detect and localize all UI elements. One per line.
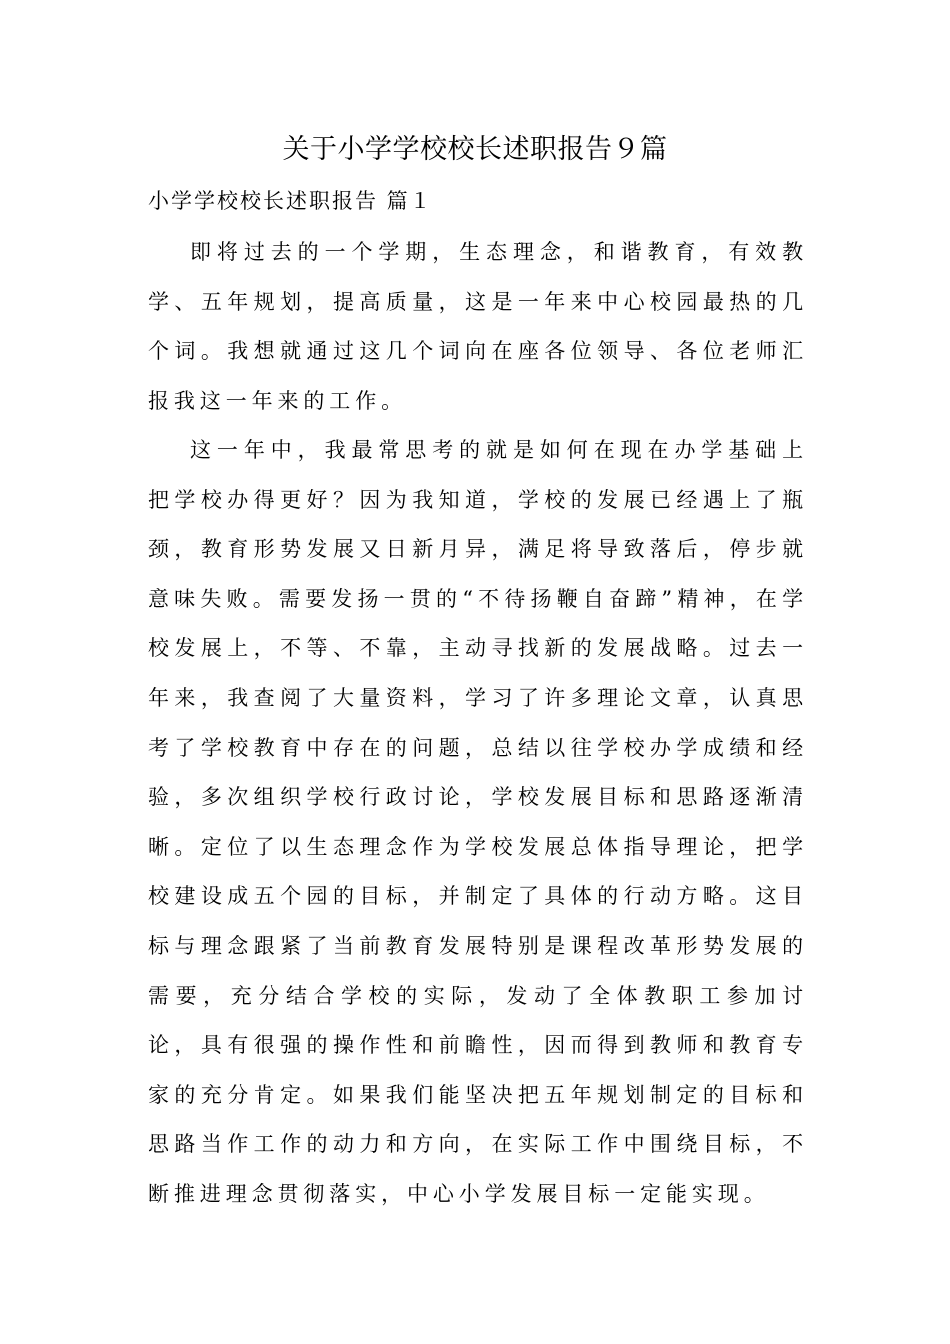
document-title: 关于小学学校校长述职报告９篇 bbox=[282, 134, 668, 165]
body-paragraph: 这一年中，我最常思考的就是如何在现在办学基础上把学校办得更好？因为我知道，学校的发展已经遇上了瓶颈，教育形势发展又日新月异，满足将导致落后，停步就意味失败。需要发扬一贯的“不待扬鞭自奋蹄”精神，在学校发展上，不等、不靠，主动寻找新的发展战略。过去一年来，我查阅了大量资料，学习了许多理论文章，认真思考了学校教育中存在的问题，总结以往学校办学成绩和经验，多次组织学校行政讨论，学校发展目标和思路逐渐清晰。定位了以生态理念作为学校发展总体指导理论，把学校建设成五个园的目标，并制定了具体的行动方略。这目标与理念跟紧了当前教育发展特别是课程改革形势发展的需要，充分结合学校的实际，发动了全体教职工参加讨论，具有很强的操作性和前瞻性，因而得到教师和教育专家的充分肯定。如果我们能坚决把五年规划制定的目标和思路当作工作的动力和方向，在实际工作中围绕目标，不断推进理念贯彻落实，中心小学发展目标一定能实现。 bbox=[148, 438, 808, 1206]
body-paragraph: 即将过去的一个学期，生态理念，和谐教育，有效教学、五年规划，提高质量，这是一年来中心校园最热的几个词。我想就通过这几个词向在座各位领导、各位老师汇报我这一年来的工作。 bbox=[148, 240, 808, 413]
section-heading: 小学学校校长述职报告 篇１ bbox=[148, 189, 433, 213]
